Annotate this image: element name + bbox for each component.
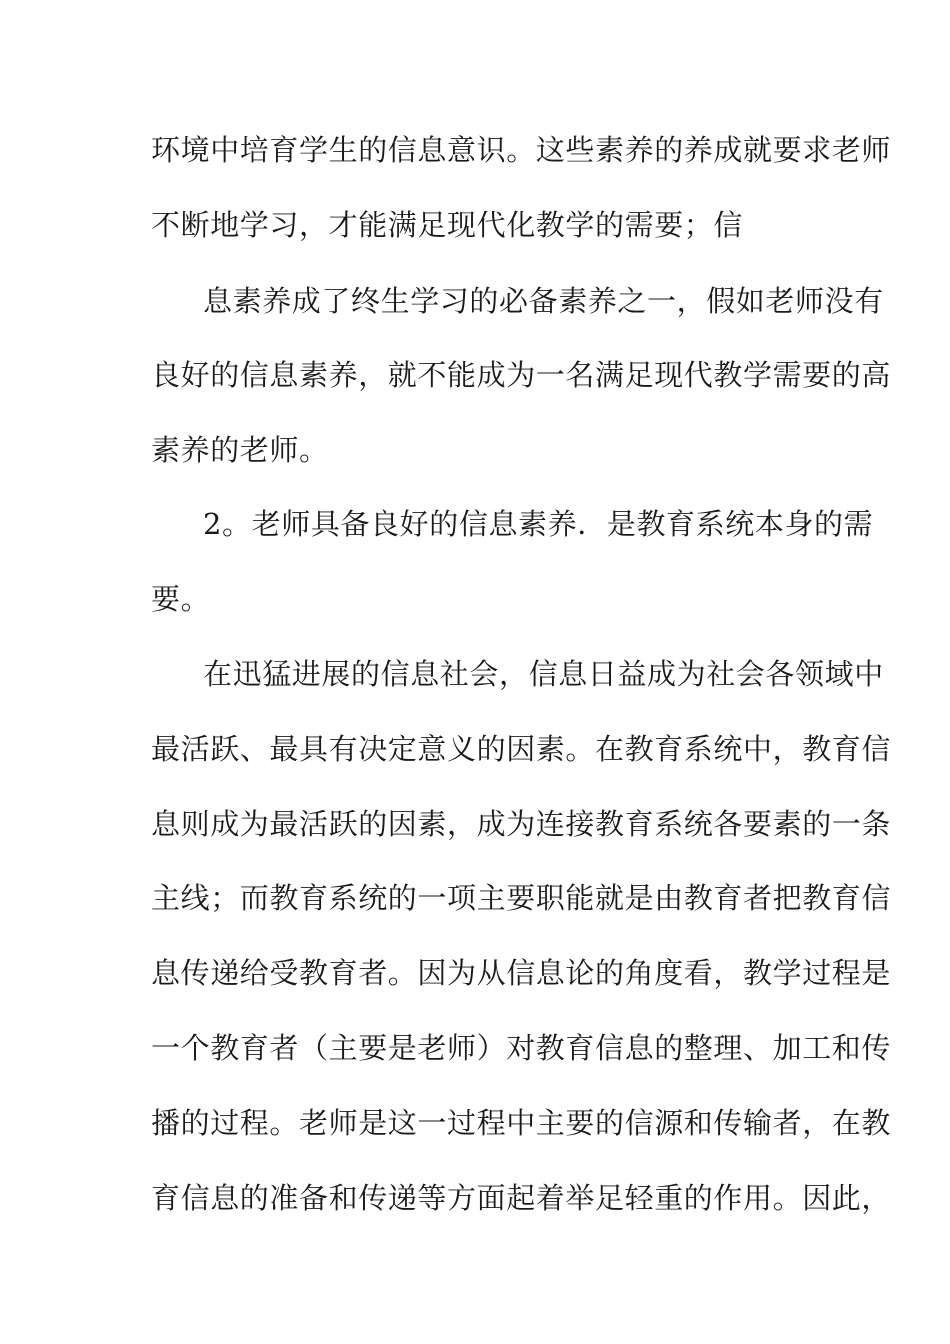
text-line: 最活跃、最具有决定意义的因素。在教育系统中，教育信 (151, 732, 892, 766)
text-line: 环境中培育学生的信息意识。这些素养的养成就要求老师 (151, 133, 892, 167)
text-line: 息传递给受教育者。因为从信息论的角度看，教学过程是 (151, 956, 892, 990)
section-heading-line: 2。老师具备良好的信息素养．是教育系统本身的需 (203, 507, 874, 541)
text-line: 良好的信息素养，就不能成为一名满足现代教学需要的高 (151, 358, 892, 392)
text-line: 息则成为最活跃的因素，成为连接教育系统各要素的一条 (151, 807, 892, 841)
text-line: 素养的老师。 (151, 433, 329, 467)
text-line: 一个教育者（主要是老师）对教育信息的整理、加工和传 (151, 1031, 892, 1065)
text-line: 育信息的准备和传递等方面起着举足轻重的作用。因此， (151, 1181, 892, 1215)
paragraph-first-line: 在迅猛进展的信息社会，信息日益成为社会各领域中 (203, 657, 884, 691)
text-line: 主线；而教育系统的一项主要职能就是由教育者把教育信 (151, 881, 892, 915)
text-line: 不断地学习，才能满足现代化教学的需要；信 (151, 208, 744, 242)
paragraph-first-line: 息素养成了终生学习的必备素养之一，假如老师没有 (203, 284, 884, 318)
section-heading-line: 要。 (151, 582, 211, 616)
text-line: 播的过程。老师是这一过程中主要的信源和传输者，在教 (151, 1106, 892, 1140)
